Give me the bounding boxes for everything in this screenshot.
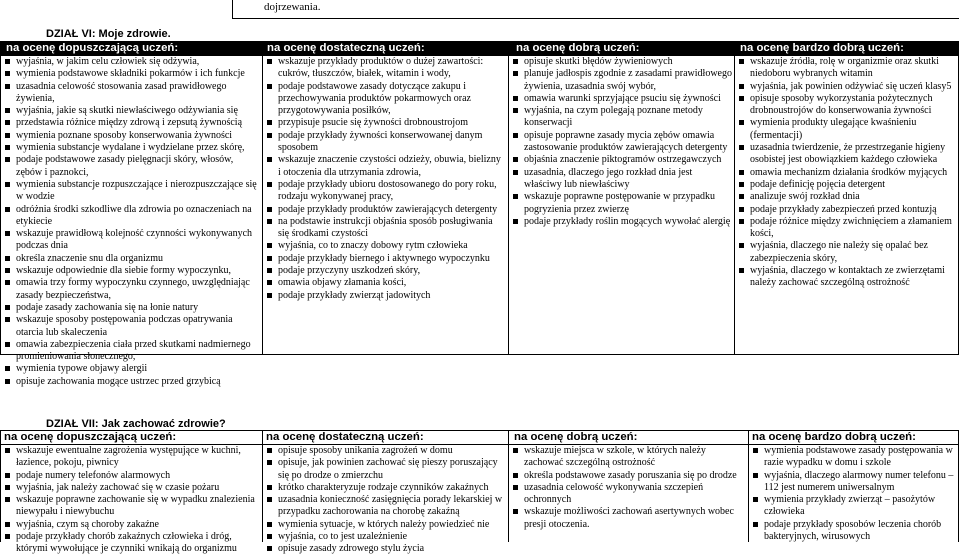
- list-item: podaje przykłady sposobów leczenia chorób bakteryjnych, wirusowych: [750, 519, 956, 544]
- list-item: podaje przykłady biernego i aktywnego wypoczynku: [264, 253, 506, 265]
- list-item: wskazuje sposoby postępowania podczas opatrywania otarcia lub skaleczenia: [2, 314, 258, 339]
- list-item: wyjaśnia, na czym polegają poznane metody konserwacji: [510, 105, 732, 130]
- s7-header-dostateczna: na ocenę dostateczną uczeń:: [266, 431, 424, 443]
- list-item: omawia zabezpieczenia ciała przed skutkami nadmiernego promieniowania słonecznego,: [2, 339, 258, 364]
- list-item: wyjaśnia, jak należy zachować się w czasie pożaru: [2, 482, 258, 494]
- list-item: planuje jadłospis zgodnie z zasadami prawidłowego żywienia, uzasadnia swój wybór,: [510, 68, 732, 93]
- s7-col-dobra: [510, 445, 746, 542]
- list-item: wymienia produkty ulegające kwaśnieniu (fermentacji): [736, 117, 956, 142]
- list-item: omawia warunki sprzyjające psuciu się żywności: [510, 93, 732, 105]
- list-item: wymienia substancje rozpuszczające i nierozpuszczające się w wodzie: [2, 179, 258, 204]
- list-item: omawia objawy złamania kości,: [264, 277, 506, 289]
- list-item: podaje przykłady ubioru dostosowanego do pory roku, rodzaju wykonywanej pracy,: [264, 179, 506, 204]
- list-item: omawia trzy formy wypoczynku czynnego, uwzględniając zasady bezpieczeństwa,: [2, 277, 258, 302]
- s6-header-dobra: na ocenę dobrą uczeń:: [516, 42, 640, 54]
- list-item: wskazuje prawidłową kolejność czynności wykonywanych podczas dnia: [2, 228, 258, 253]
- list-item: wymienia poznane sposoby konserwowania żywności: [2, 130, 258, 142]
- list-item: opisuje zachowania mogące ustrzec przed grzybicą: [2, 376, 258, 388]
- list-item: wskazuje źródła, rolę w organizmie oraz skutki niedoboru wybranych witamin: [736, 56, 956, 81]
- section7-title: DZIAŁ VII: Jak zachować zdrowie?: [46, 418, 226, 430]
- list-item: wyjaśnia, czym są choroby zakaźne: [2, 519, 258, 531]
- list-item: analizuje swój rozkład dnia: [736, 191, 956, 203]
- s6-col-dopuszczajaca: [2, 56, 258, 387]
- previous-table-tail: [232, 0, 959, 19]
- list-item: uzasadnia celowość wykonywania szczepień ochronnych: [510, 482, 746, 507]
- list-item: opisuje poprawne zasady mycia zębów omawia zastosowanie produktów zawierających detergenty: [510, 130, 732, 155]
- s6-col-bardzo-dobra: [736, 56, 956, 354]
- list-item: określa podstawowe zasady poruszania się po drodze: [510, 470, 746, 482]
- list-item: podaje podstawowe zasady pielęgnacji skóry, włosów, zębów i paznokci,: [2, 154, 258, 179]
- s7-header-bardzo-dobra: na ocenę bardzo dobrą uczeń:: [752, 431, 916, 443]
- list-item: wymienia substancje wydalane i wydzielane przez skórę,: [2, 142, 258, 154]
- list-item: uzasadnia twierdzenie, że przestrzeganie higieny osobistej jest obowiązkiem każdego człowieka: [736, 142, 956, 167]
- list-item: objaśnia znaczenie piktogramów ostrzegawczych: [510, 154, 732, 166]
- list-item: podaje przykłady zabezpieczeń przed kontuzją: [736, 204, 956, 216]
- list-item: podaje zasady zachowania się na łonie natury: [2, 302, 258, 314]
- list-item: wymienia podstawowe składniki pokarmów i ich funkcje: [2, 68, 258, 80]
- list-item: wymienia sytuacje, w których należy powiedzieć nie: [264, 519, 506, 531]
- list-item: uzasadnia, dlaczego jego rozkład dnia jest właściwy lub niewłaściwy: [510, 167, 732, 192]
- list-item: wskazuje poprawne postępowanie w przypadku pogryzienia przez zwierzę: [510, 191, 732, 216]
- section7-table: [0, 430, 959, 555]
- s6-header-dostateczna: na ocenę dostateczną uczeń:: [267, 42, 425, 54]
- list-item: uzasadnia konieczność zasięgnięcia porady lekarskiej w przypadku zachorowania na chorobę zakaźną: [264, 494, 506, 519]
- list-item: wskazuje możliwości zachowań asertywnych wobec presji otoczenia.: [510, 506, 746, 531]
- list-item: wyjaśnia, co to znaczy dobowy rytm człowieka: [264, 240, 506, 252]
- s6-col-dostateczna: [264, 56, 506, 354]
- s6-header-dopuszczajaca: na ocenę dopuszczającą uczeń:: [6, 42, 179, 54]
- list-item: wyjaśnia, jakie są skutki niewłaściwego odżywiania się: [2, 105, 258, 117]
- s7-header-dopuszczajaca: na ocenę dopuszczającą uczeń:: [4, 431, 177, 443]
- list-item: wskazuje przykłady produktów o dużej zawartości:: [264, 56, 506, 68]
- list-item: wskazuje znaczenie czystości odzieży, obuwia, bielizny i otoczenia dla utrzymania zdrowia,: [264, 154, 506, 179]
- list-item: wyjaśnia, w jakim celu człowiek się odżywia,: [2, 56, 258, 68]
- list-item: wyjaśnia, dlaczego alarmowy numer telefonu – 112 jest numerem uniwersalnym: [750, 470, 956, 495]
- list-item: podaje przykłady roślin mogących wywołać alergię: [510, 216, 732, 228]
- list-item: wymienia przykłady zwierząt – pasożytów człowieka: [750, 494, 956, 519]
- list-item: wskazuje miejsca w szkole, w których należy zachować szczególną ostrożność: [510, 445, 746, 470]
- list-item: podaje podstawowe zasady dotyczące zakupu i przechowywania produktów pokarmowych oraz przygotowywania posiłków,: [264, 81, 506, 118]
- list-item: wyjaśnia, dlaczego nie należy się opalać bez zabezpieczenia skóry,: [736, 240, 956, 265]
- list-item: podaje definicję pojęcia detergent: [736, 179, 956, 191]
- s7-col-dopuszczajaca: [2, 445, 258, 555]
- list-item: podaje przykłady chorób zakaźnych człowieka i dróg, którymi wywołujące je czynniki wnikają do organizmu: [2, 531, 258, 556]
- list-item: uzasadnia celowość stosowania zasad prawidłowego żywienia,: [2, 81, 258, 106]
- list-item: opisuje sposoby unikania zagrożeń w domu: [264, 445, 506, 457]
- list-item: podaje numery telefonów alarmowych: [2, 470, 258, 482]
- list-item: opisuje skutki błędów żywieniowych: [510, 56, 732, 68]
- list-item: omawia mechanizm działania środków myjących: [736, 167, 956, 179]
- s7-col-bardzo-dobra: [750, 445, 956, 542]
- list-item-continuation: cukrów, tłuszczów, białek, witamin i wody,: [278, 68, 451, 80]
- s7-header-dobra: na ocenę dobrą uczeń:: [514, 431, 638, 443]
- list-item: opisuje sposoby wykorzystania pożytecznych drobnoustrojów do konserwowania żywności: [736, 93, 956, 118]
- list-item: przedstawia różnice między zdrową i zepsutą żywnością: [2, 117, 258, 129]
- s6-header-bardzo-dobra: na ocenę bardzo dobrą uczeń:: [740, 42, 904, 54]
- list-item: wymienia typowe objawy alergii: [2, 363, 258, 375]
- list-item: odróżnia środki szkodliwe dla zdrowia po oznaczeniach na etykiecie: [2, 204, 258, 229]
- list-item: wskazuje ewentualne zagrożenia występujące w kuchni, łazience, pokoju, piwnicy: [2, 445, 258, 470]
- section6-table: [0, 56, 959, 387]
- list-item: krótko charakteryzuje rodzaje czynników zakaźnych: [264, 482, 506, 494]
- list-item: na podstawie instrukcji objaśnia sposób posługiwania się środkami czystości: [264, 216, 506, 241]
- list-item: wyjaśnia, jak powinien odżywiać się uczeń klasy5: [736, 81, 956, 93]
- list-item: podaje przyczyny uszkodzeń skóry,: [264, 265, 506, 277]
- list-item: wskazuje odpowiednie dla siebie formy wypoczynku,: [2, 265, 258, 277]
- list-item: wyjaśnia, dlaczego w kontaktach ze zwierzętami należy zachować szczególną ostrożność: [736, 265, 956, 290]
- list-item: wskazuje poprawne zachowanie się w wypadku znalezienia niewypału i niewybuchu: [2, 494, 258, 519]
- section6-title: DZIAŁ VI: Moje zdrowie.: [46, 28, 171, 40]
- previous-table-text: dojrzewania.: [264, 1, 321, 13]
- list-item: opisuje zasady zdrowego stylu życia: [264, 543, 506, 555]
- list-item: określa znaczenie snu dla organizmu: [2, 253, 258, 265]
- list-item: wymienia podstawowe zasady postępowania w razie wypadku w domu i szkole: [750, 445, 956, 470]
- list-item: podaje różnice między zwichnięciem a złamaniem kości,: [736, 216, 956, 241]
- s7-col-dostateczna: [264, 445, 506, 555]
- list-item: przypisuje psucie się żywności drobnoustrojom: [264, 117, 506, 129]
- s6-col-dobra: [510, 56, 732, 354]
- list-item: podaje przykłady żywności konserwowanej danym sposobem: [264, 130, 506, 155]
- section6-header-bar: [0, 41, 959, 56]
- list-item: wyjaśnia, co to jest uzależnienie: [264, 531, 506, 543]
- list-item: podaje przykłady zwierząt jadowitych: [264, 290, 506, 302]
- list-item: podaje przykłady produktów zawierających detergenty: [264, 204, 506, 216]
- list-item: opisuje, jak powinien zachować się pieszy poruszający się po drodze o zmierzchu: [264, 457, 506, 482]
